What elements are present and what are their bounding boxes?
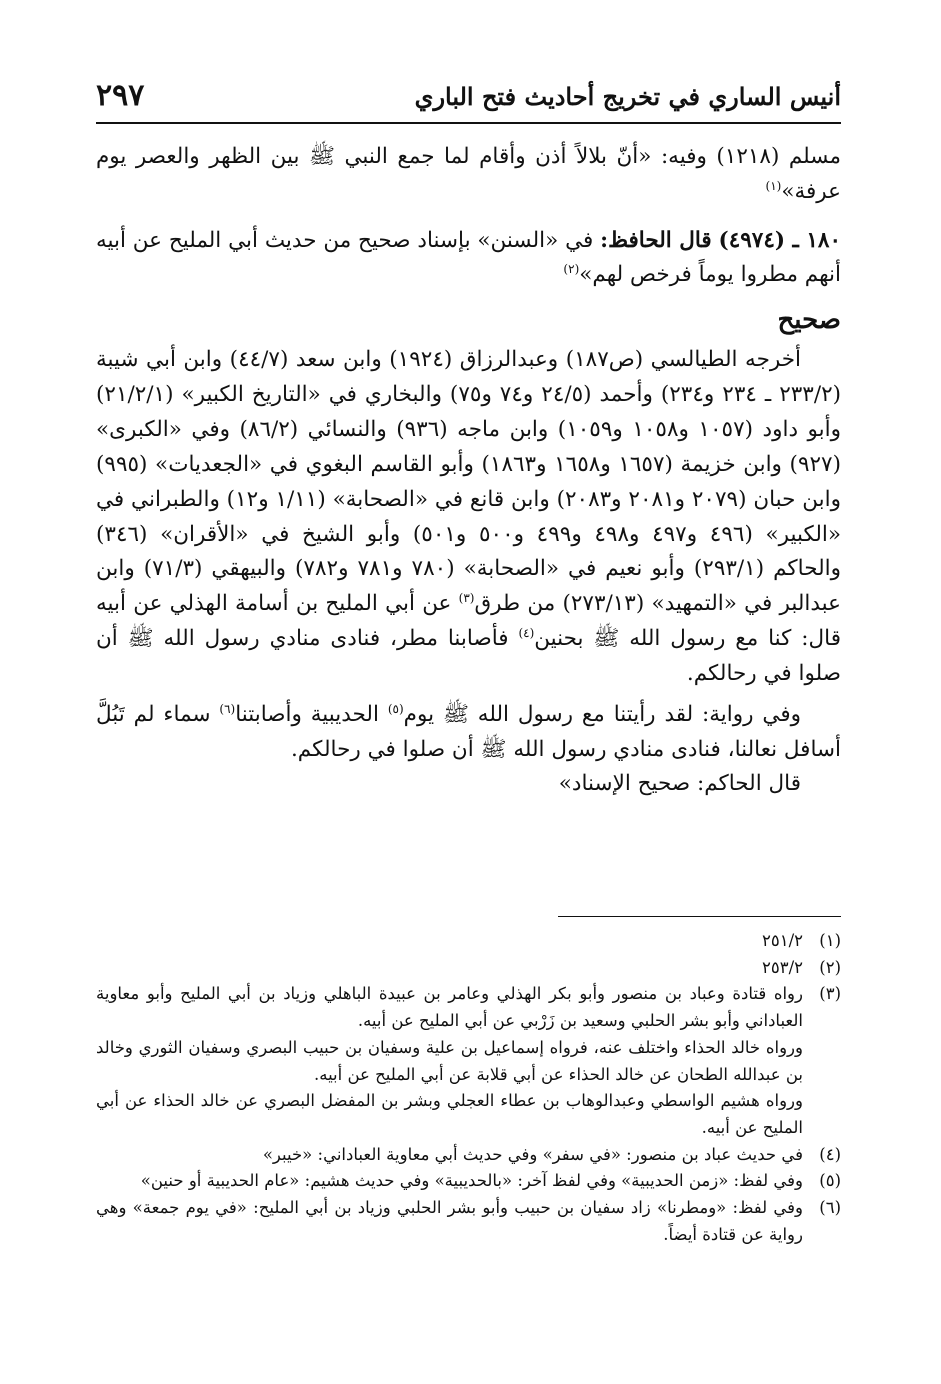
grade-heading: صحيح [777, 305, 841, 336]
page-header [96, 78, 841, 124]
footnote-number: (٣) [819, 984, 841, 1004]
footnote-text: وفي لفظ: «ومطرنا» زاد سفيان بن حبيب وأبو بشر الحلبي وزياد بن أبي المليح: «في يوم جمعة» وهي رواية عن قتادة أيضاً. [96, 1198, 803, 1244]
riwaya-text-1: وفي رواية: لقد رأيتنا مع رسول الله ﷺ يوم [403, 701, 801, 727]
footnote-text: ٢٥١/٢ [761, 931, 803, 950]
footnote [96, 1142, 841, 1169]
hadith-paragraph [96, 224, 841, 294]
hadith-text: في «السنن» بإسناد صحيح من حديث أبي المليح عن أبيه أنهم مطروا يوماً فرخص لهم» [96, 227, 841, 288]
hakim-paragraph: قال الحاكم: صحيح الإسناد» [558, 771, 801, 797]
footnote-text: رواه قتادة وعباد بن منصور وأبو بكر الهذلي وعامر بن عبيدة الباهلي وزياد بن أبي المليح وأبو معاوية العباداني وأبو بشر الحلبي وسعيد بن زَرْبي عن أبي المليح عن أبيه. [96, 984, 803, 1031]
riwaya-text-2: الحديبية وأصابتنا [235, 701, 379, 727]
hadith-label: قال الحافظ: [600, 227, 712, 253]
takhrij-text-3: فأصابنا مطر، فنادى منادي رسول الله ﷺ أن صلوا في رحالكم. [96, 626, 841, 686]
footnote-ref-2: (٢) [563, 262, 580, 277]
riwaya-paragraph [96, 698, 841, 768]
takhrij-text-1: أخرجه الطيالسي (ص١٨٧) وعبدالرزاق (١٩٢٤) وابن سعد (٤٤/٧) وابن أبي شيبة (٢٣٣/٢ ـ ٢٣٤ و٢٣٤) وأحمد (٢٤/٥ و٧٤ و٧٥) والبخاري في «التاريخ الكبير» (٢١/٢/١) وأبو داود (١٠٥٧ و١٠٥٨ و١٠٥٩) وابن ماجه (٩٣٦) والنسائي (٨٦/٢) وفي «الكبرى» (٩٢٧) وابن خزيمة (١٦٥٧ و١٦٥٨ و١٨٦٣) وأبو القاسم البغوي في «الجعديات» (٩٩٥) وابن حبان (٢٠٧٩ و٢٠٨١ و٢٠٨٣) وابن قانع في «الصحابة» (١/١١ و١٢) والطبراني في «الكبير» (٤٩٦ و٤٩٧ و٤٩٨ و٤٩٩ و٥٠٠ و٥٠١) وأبو الشيخ في «الأقران» (٣٤٦) والحاكم (٢٩٣/١) وأبو نعيم في «الصحابة» (٧٨٠ و٧٨١ و٧٨٢) والبيهقي (٧١/٣) وابن عبدالبر في «التمهيد» (٢٧٣/١٣) من طرق [96, 347, 842, 617]
hadith-number: ١٨٠ ـ (٤٩٧٤) [718, 227, 841, 253]
footnotes [96, 928, 841, 1249]
intro-text: مسلم (١٢١٨) وفيه: «أنّ بلالاً أذن وأقام لما جمع النبي ﷺ بين الظهر والعصر يوم عرفة» [96, 144, 841, 204]
takhrij-text-2: عن أبي المليح بن أسامة الهذلي عن أبيه قال: كنا مع رسول الله ﷺ بحنين [96, 591, 841, 652]
footnote [96, 1168, 841, 1195]
takhrij-paragraph [96, 343, 841, 691]
riwaya-text-3: سماء لم تَبُلَّ أسافل نعالنا، فنادى منادي رسول الله ﷺ أن صلوا في رحالكم. [96, 701, 841, 762]
footnote [96, 928, 841, 955]
footnote [96, 981, 841, 1141]
footnote-number: (٦) [819, 1198, 841, 1218]
footnote [96, 955, 841, 982]
page-number: ٢٩٧ [96, 78, 145, 113]
footnote-number: (٥) [819, 1171, 841, 1191]
footnote-text: في حديث عباد بن منصور: «في سفر» وفي حديث أبي معاوية العباداني: «خيبر» [262, 1144, 803, 1164]
footnote-number: (٤) [819, 1144, 841, 1164]
footnote-number: (١) [819, 931, 841, 950]
running-title: أنيس الساري في تخريج أحاديث فتح الباري [414, 82, 841, 111]
main-text [96, 140, 841, 802]
footnote-text: ورواه هشيم الواسطي وعبدالوهاب بن عطاء العجلي وبشر بن المفضل البصري عن خالد الحذاء عن أبي المليح عن أبيه. [96, 1091, 803, 1138]
footnote-ref-4: (٤) [518, 625, 535, 640]
footnote-text: وفي لفظ: «زمن الحديبية» وفي لفظ آخر: «بالحديبية» وفي حديث هشيم: «عام الحديبية أو حنين» [140, 1171, 803, 1191]
footnote-separator [558, 916, 841, 917]
footnote-text: ٢٥٣/٢ [761, 957, 803, 977]
footnote-text: ورواه خالد الحذاء واختلف عنه، فرواه إسماعيل بن علية وسفيان بن حبيب البصري وسفيان الثوري وخالد بن عبدالله الطحان عن خالد الحذاء عن أبي قلابة عن أبي المليح عن أبيه. [96, 1037, 803, 1084]
footnote-ref-1: (١) [765, 178, 782, 193]
footnote-ref-5: (٥) [387, 701, 404, 716]
footnote [96, 1195, 841, 1248]
intro-paragraph [96, 140, 841, 210]
footnote-number: (٢) [819, 957, 841, 977]
footnote-ref-3: (٣) [458, 591, 475, 606]
footnote-ref-6: (٦) [219, 701, 236, 716]
